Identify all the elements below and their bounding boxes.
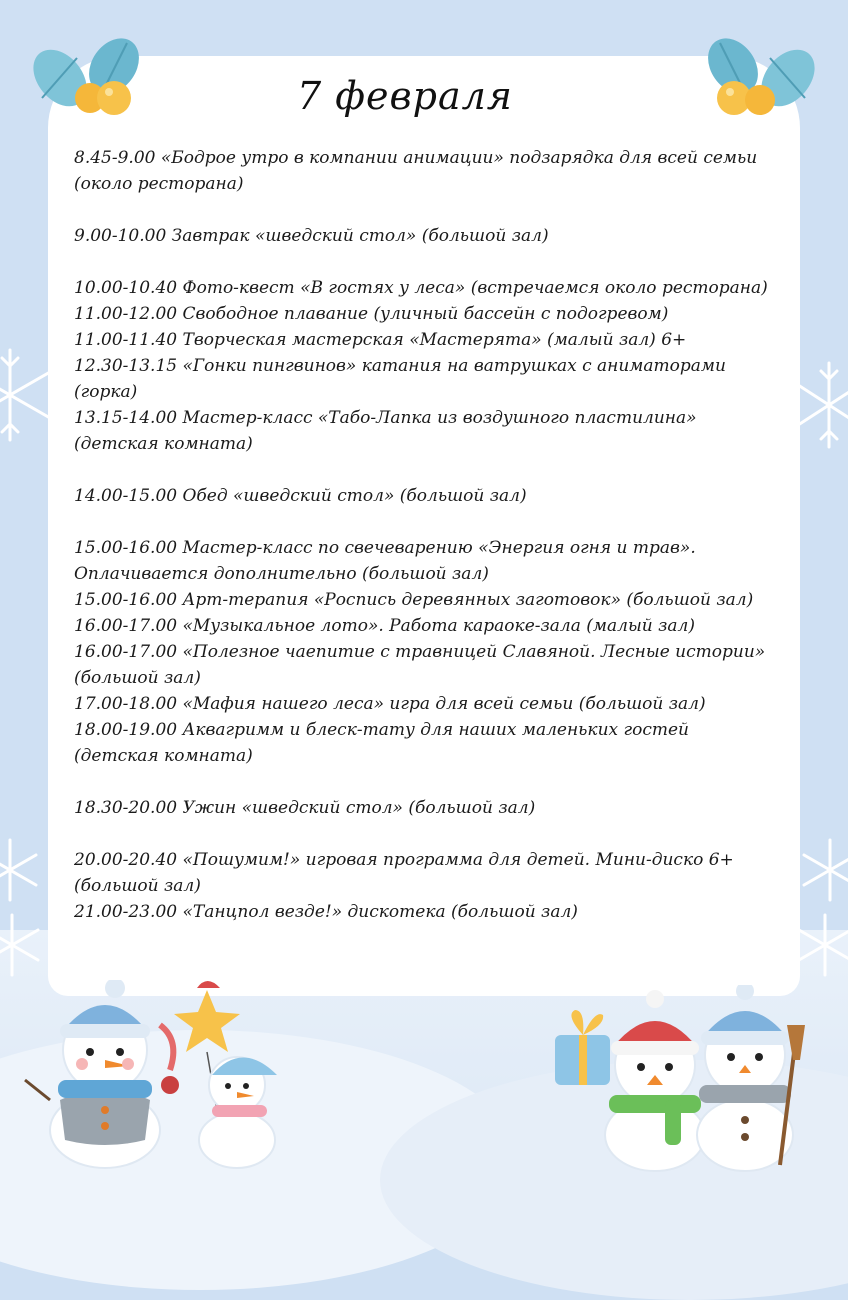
schedule-entry: 14.00-15.00 Обед «шведский стол» (большой зал) [74,486,527,506]
schedule-entry: 11.00-11.40 Творческая мастерская «Мастерята» (малый зал) 6+ [74,330,687,350]
schedule-entry: 16.00-17.00 «Музыкальное лото». Работа караоке-зала (малый зал) [74,616,696,636]
snowflake-icon [795,355,848,455]
schedule-entry: 15.00-16.00 Арт-терапия «Роспись деревянных заготовок» (большой зал) [74,590,754,610]
schedule-entry: 16.00-17.00 «Полезное чаепитие с травницей Славяной. Лесные истории» (большой зал) [74,642,766,688]
schedule-entry: 13.15-14.00 Мастер-класс «Табо-Лапка из воздушного пластилина» (детская комната) [74,408,697,454]
schedule-entry: 21.00-23.00 «Танцпол везде!» дискотека (большой зал) [74,902,578,922]
schedule-entry: 18.30-20.00 Ужин «шведский стол» (большой зал) [74,798,536,818]
schedule-entry: 18.00-19.00 Аквагримм и блеск-тату для наших маленьких гостей (детская комната) [74,720,689,766]
snowman-illustration-right [555,985,835,1175]
schedule-entry: 12.30-13.15 «Гонки пингвинов» катания на ватрушках с аниматорами (горка) [74,356,726,402]
snowflake-icon [0,830,50,980]
star-balloon-icon [172,980,302,1170]
schedule-entry: 8.45-9.00 «Бодрое утро в компании анимации» подзарядка для всей семьи (около ресторана) [74,148,758,194]
schedule-entry: 11.00-12.00 Свободное плавание (уличный бассейн с подогревом) [74,304,669,324]
schedule-entry: 15.00-16.00 Мастер-класс по свечеварению «Энергия огня и трав». Оплачивается дополнительно (большой зал) [74,538,696,584]
schedule-entry: 17.00-18.00 «Мафия нашего леса» игра для всей семьи (большой зал) [74,694,706,714]
schedule-entry: 20.00-20.40 «Пошумим!» игровая программа для детей. Мини-диско 6+(большой зал) [74,850,734,896]
snowman-illustration-left [20,980,190,1170]
page-title: 7 февраля [297,74,513,118]
snowflake-icon [795,830,848,980]
schedule-entry: 9.00-10.00 Завтрак «шведский стол» (большой зал) [74,226,549,246]
snowflake-icon [0,340,50,450]
schedule-entry: 10.00-10.40 Фото-квест «В гостях у леса» (встречаемся около ресторана) [74,278,768,298]
schedule-list [74,145,774,925]
